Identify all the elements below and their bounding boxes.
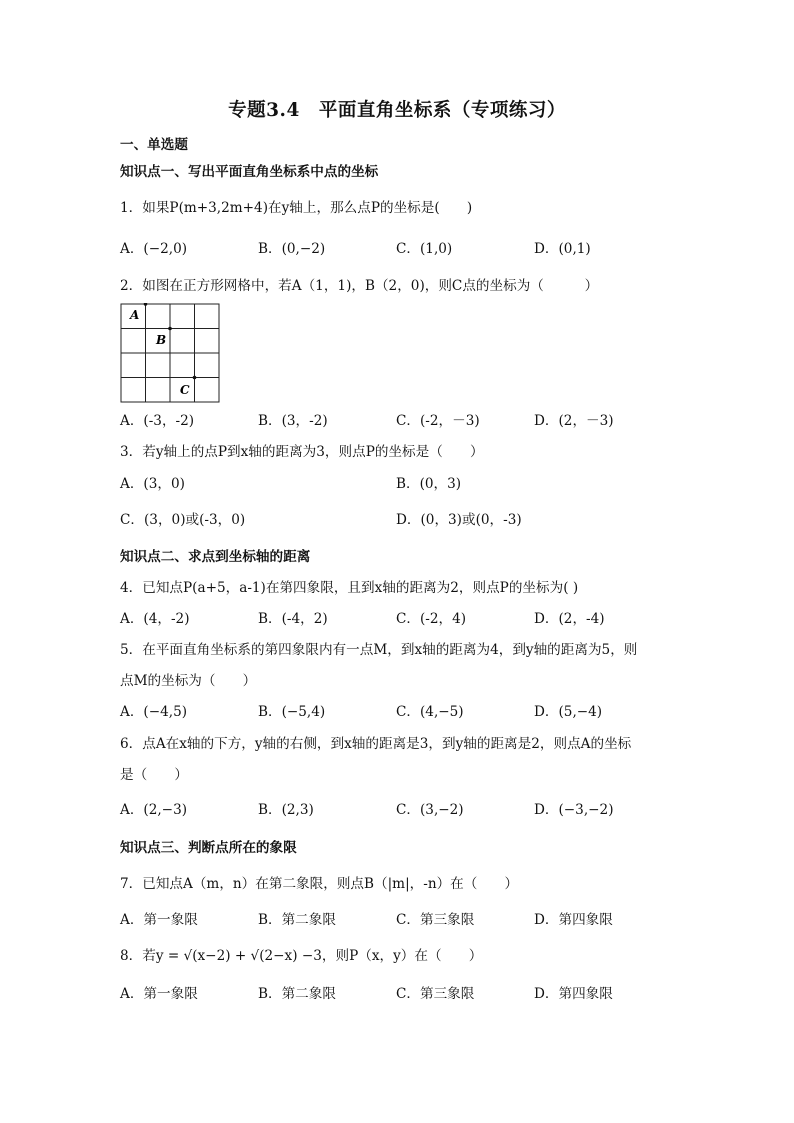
q2-option-d: D．(2，－3) (534, 413, 614, 429)
q5-option-a: A．(−4,5) (120, 704, 188, 720)
point-b-label: B (156, 333, 167, 347)
knowledge-point-3: 知识点三、判断点所在的象限 (120, 840, 297, 856)
q8-option-a: A．第一象限 (120, 986, 198, 1002)
point-a-label: A (130, 308, 140, 322)
q7-option-d: D．第四象限 (534, 912, 613, 928)
q4-option-a: A．(4，-2) (120, 611, 190, 627)
q5-option-b: B．(−5,4) (258, 704, 326, 720)
q6-option-d: D．(−3,−2) (534, 802, 614, 818)
question-7-stem: 7．已知点A（m，n）在第二象限，则点B（|m|，-n）在（ ） (120, 876, 519, 892)
q3-option-d: D．(0，3)或(0，-3) (396, 512, 522, 528)
q4-option-b: B．(-4，2) (258, 611, 328, 627)
section-heading: 一、单选题 (120, 137, 188, 153)
q5-option-d: D．(5,−4) (534, 704, 603, 720)
q1-option-b: B．(0,−2) (258, 241, 326, 257)
q6-option-a: A．(2,−3) (120, 802, 188, 818)
question-3-stem: 3．若y轴上的点P到x轴的距离为3，则点P的坐标是（ ） (120, 444, 484, 460)
q4-option-d: D．(2，-4) (534, 611, 605, 627)
point-a-dot (144, 303, 148, 306)
q3-option-b: B．(0，3) (396, 476, 462, 492)
point-c-label: C (180, 383, 190, 397)
question-6-stem-line1: 6．点A在x轴的下方，y轴的右侧，到x轴的距离是3，到y轴的距离是2，则点A的坐标 (120, 736, 632, 752)
q7-option-b: B．第二象限 (258, 912, 336, 928)
q7-option-a: A．第一象限 (120, 912, 198, 928)
question-2-stem: 2．如图在正方形网格中，若A（1，1)，B（2，0)，则C点的坐标为（ ） (120, 278, 599, 294)
q6-option-b: B．(2,3) (258, 802, 314, 818)
square-grid-figure (120, 303, 222, 409)
q8-option-c: C．第三象限 (396, 986, 475, 1002)
q6-option-c: C．(3,−2) (396, 802, 464, 818)
point-c-dot (193, 376, 197, 380)
q3-option-c: C．(3，0)或(-3，0) (120, 512, 246, 528)
q7-option-c: C．第三象限 (396, 912, 475, 928)
q2-option-b: B．(3，-2) (258, 413, 328, 429)
q1-option-d: D．(0,1) (534, 241, 591, 257)
q2-option-c: C．(-2，－3) (396, 413, 480, 429)
knowledge-point-2: 知识点二、求点到坐标轴的距离 (120, 549, 311, 565)
q1-option-c: C．(1,0) (396, 241, 453, 257)
q8-option-d: D．第四象限 (534, 986, 613, 1002)
question-5-stem-line1: 5．在平面直角坐标系的第四象限内有一点M，到x轴的距离为4，到y轴的距离为5，则 (120, 642, 638, 658)
question-5-stem-line2: 点M的坐标为（ ） (120, 673, 257, 689)
q5-option-c: C．(4,−5) (396, 704, 464, 720)
question-8-stem: 8．若y = √(x−2) + √(2−x) −3，则P（x，y）在（ ） (120, 948, 483, 964)
q4-option-c: C．(-2，4) (396, 611, 467, 627)
question-4-stem: 4．已知点P(a+5，a-1)在第四象限，且到x轴的距离为2，则点P的坐标为( ) (120, 580, 579, 596)
q3-option-a: A．(3，0) (120, 476, 185, 492)
page-title: 专题3.4 平面直角坐标系（专项练习） (228, 100, 566, 121)
question-6-stem-line2: 是（ ） (120, 767, 188, 783)
q8-option-b: B．第二象限 (258, 986, 336, 1002)
point-b-dot (168, 327, 172, 331)
question-1-stem: 1．如果P(m+3,2m+4)在y轴上，那么点P的坐标是( ) (120, 200, 473, 216)
knowledge-point-1: 知识点一、写出平面直角坐标系中点的坐标 (120, 164, 379, 180)
q1-option-a: A．(−2,0) (120, 241, 188, 257)
q2-option-a: A．(-3，-2) (120, 413, 195, 429)
